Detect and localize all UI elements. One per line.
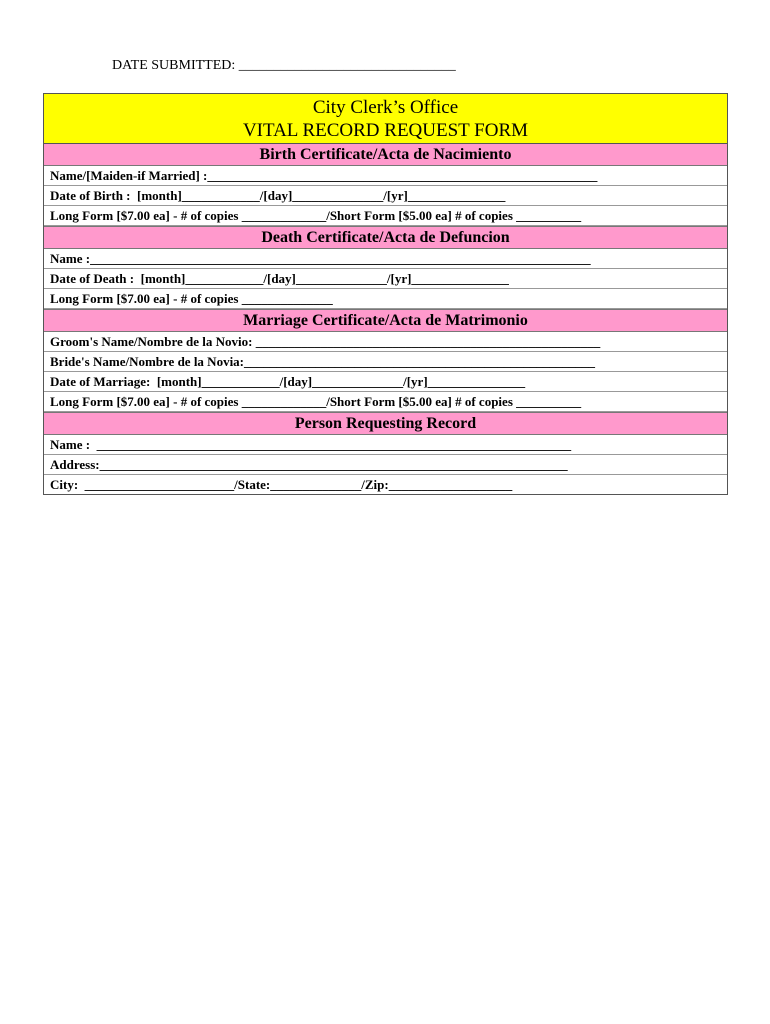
form-header (44, 94, 727, 144)
marriage-date-field[interactable]: Date of Marriage: [month]____________/[day]______________/[yr]_______________ (44, 372, 727, 392)
marriage-copies-field[interactable]: Long Form [$7.00 ea] - # of copies _____________/Short Form [$5.00 ea] # of copies __________ (44, 392, 727, 412)
form-title: VITAL RECORD REQUEST FORM (242, 119, 529, 141)
bride-name-field[interactable]: Bride's Name/Nombre de la Novia:______________________________________________________ (44, 352, 727, 372)
birth-date-field[interactable]: Date of Birth : [month]____________/[day]______________/[yr]_______________ (44, 186, 727, 206)
date-submitted-field[interactable]: DATE SUBMITTED: _______________________________ (112, 58, 456, 73)
birth-name-field[interactable]: Name/[Maiden-if Married] :____________________________________________________________ (44, 166, 727, 186)
requester-section-heading: Person Requesting Record (44, 412, 727, 435)
marriage-section-heading: Marriage Certificate/Acta de Matrimonio (44, 309, 727, 332)
death-section-heading: Death Certificate/Acta de Defuncion (44, 226, 727, 249)
death-copies-field[interactable]: Long Form [$7.00 ea] - # of copies ______________ (44, 289, 727, 309)
requester-address-field[interactable]: Address:________________________________________________________________________ (44, 455, 727, 475)
groom-name-field[interactable]: Groom's Name/Nombre de la Novio: _____________________________________________________ (44, 332, 727, 352)
death-name-field[interactable]: Name :_____________________________________________________________________________ (44, 249, 727, 269)
birth-copies-field[interactable]: Long Form [$7.00 ea] - # of copies _____________/Short Form [$5.00 ea] # of copies __________ (44, 206, 727, 226)
requester-name-field[interactable]: Name : _________________________________________________________________________ (44, 435, 727, 455)
birth-section-heading: Birth Certificate/Acta de Nacimiento (44, 144, 727, 166)
vital-record-request-form (43, 93, 728, 495)
death-date-field[interactable]: Date of Death : [month]____________/[day]______________/[yr]_______________ (44, 269, 727, 289)
requester-city-state-zip-field[interactable]: City: _______________________/State:______________/Zip:___________________ (50, 477, 513, 492)
office-title: City Clerk’s Office (312, 96, 459, 118)
